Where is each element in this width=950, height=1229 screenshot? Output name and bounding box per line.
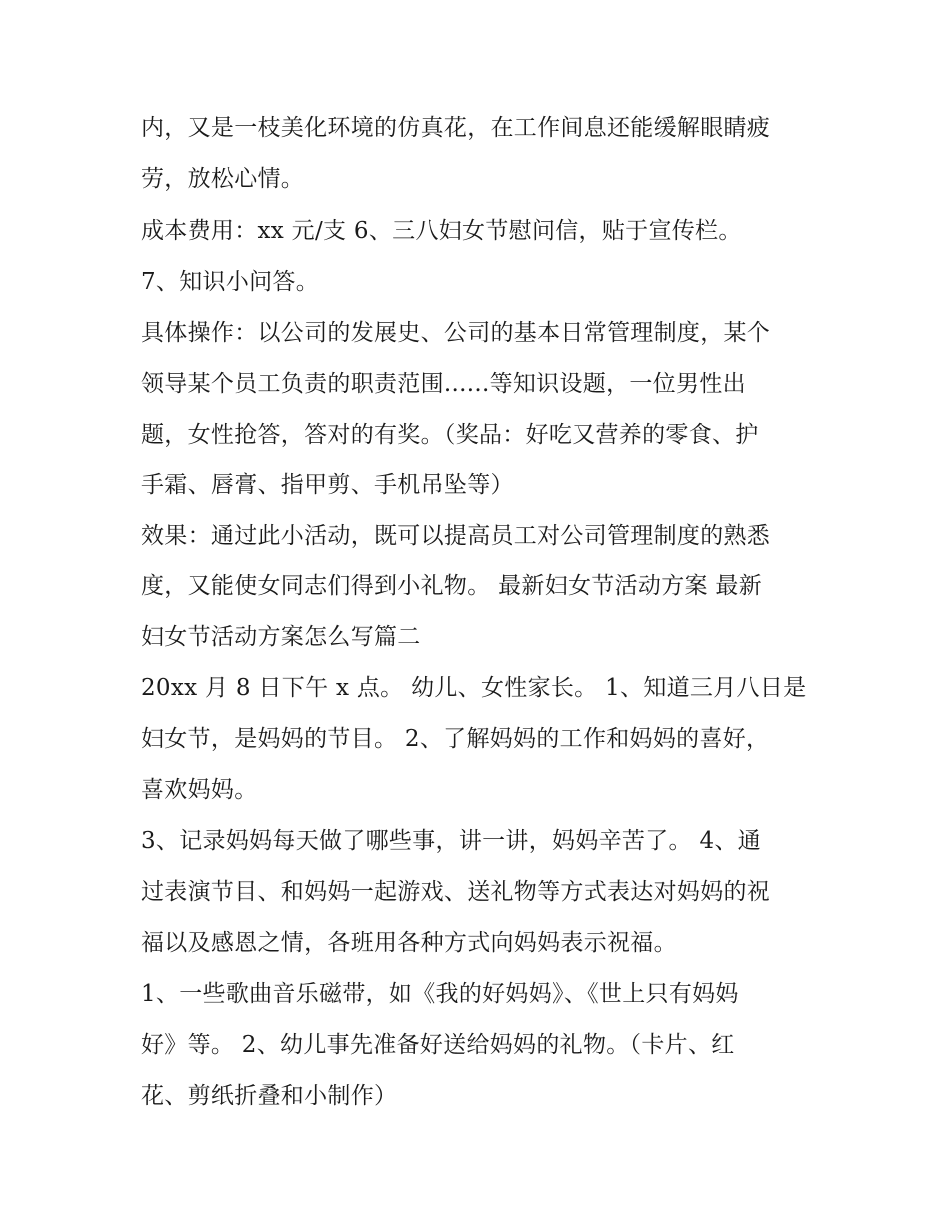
text-line: 福以及感恩之情，各班用各种方式向妈妈表示祝福。 [141,930,677,956]
text-line: 妇女节，是妈妈的节目。 2、了解妈妈的工作和妈妈的喜好， [141,726,770,752]
text-line: 效果：通过此小活动，既可以提高员工对公司管理制度的熟悉 [141,523,771,549]
text-line: 好》等。 2、幼儿事先准备好送给妈妈的礼物。（卡片、红 [141,1032,735,1058]
text-line: 具体操作：以公司的发展史、公司的基本日常管理制度，某个 [141,320,771,346]
text-line: 度，又能使女同志们得到小礼物。 最新妇女节活动方案 最新 [141,573,763,599]
text-line: 过表演节目、和妈妈一起游戏、送礼物等方式表达对妈妈的祝 [141,879,771,905]
text-line: 20xx 月 8 日下午 x 点。 幼儿、女性家长。 1、知道三月八日是 [141,675,807,701]
text-line: 题，女性抢答，答对的有奖。（奖品：好吃又营养的零食、护 [141,422,759,448]
text-line: 花、剪纸折叠和小制作） [141,1083,398,1109]
text-line: 3、记录妈妈每天做了哪些事，讲一讲，妈妈辛苦了。 4、通 [141,828,761,854]
text-line: 妇女节活动方案怎么写篇二 [141,624,421,650]
text-line: 成本费用：xx 元/支 6、三八妇女节慰问信，贴于宣传栏。 [141,218,742,244]
text-line: 1、一些歌曲音乐磁带，如《我的好妈妈》、《世上只有妈妈 [141,981,739,1007]
text-line: 喜欢妈妈。 [141,777,258,803]
text-line: 领导某个员工负责的职责范围......等知识设题，一位男性出 [141,371,746,397]
text-line: 7、知识小问答。 [141,269,320,295]
text-line: 劳，放松心情。 [141,166,305,192]
text-line: 手霜、唇膏、指甲剪、手机吊坠等） [141,472,514,498]
text-line: 内，又是一枝美化环境的仿真花，在工作间息还能缓解眼睛疲 [141,115,771,141]
